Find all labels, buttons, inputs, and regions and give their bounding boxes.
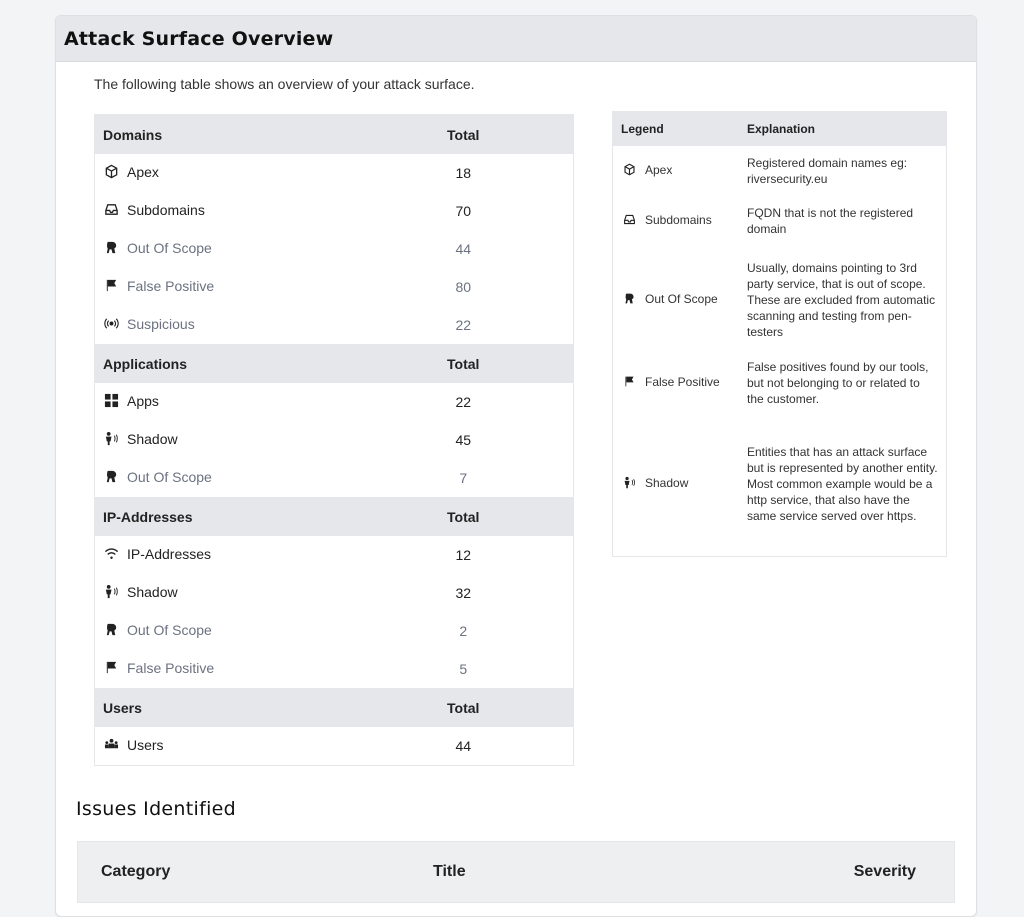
row-label-cell [95,383,354,421]
table-row[interactable] [95,268,574,306]
row-label-cell [95,536,354,574]
section-total-header: Total [354,497,574,536]
legend-label-text: Out Of Scope [645,291,718,306]
legend-label [621,475,688,491]
row-total-value: 45 [455,432,472,448]
intro-text: The following table shows an overview of your attack surface. [94,76,475,92]
row-total-value: 44 [455,241,472,257]
row-total-value: 22 [455,317,472,333]
legend-col-explanation: Explanation [739,112,947,147]
legend-explanation: False positives found by our tools, but not belonging to or related to the customer. [747,360,929,406]
legend-label-text: Subdomains [645,212,712,227]
legend-label-cell [613,246,740,354]
table-row[interactable] [95,383,574,421]
section-header-row [95,688,574,727]
shadow-icon [621,475,637,491]
broadcast-icon [103,316,119,332]
row-label [103,584,178,600]
section-header-row [95,115,574,155]
shadow-icon [103,431,119,447]
section-header: IP-Addresses [95,497,354,536]
table-row[interactable] [95,727,574,766]
legend-explanation: FQDN that is not the registered domain [747,206,914,236]
section-header: Applications [95,344,354,383]
row-label-cell [95,154,354,192]
section-header: Users [95,688,354,727]
legend-col-legend: Legend [613,112,740,147]
table-row[interactable] [95,574,574,612]
table-row[interactable] [95,536,574,574]
section-total-header: Total [354,115,574,155]
row-label-text: Out Of Scope [127,621,212,638]
section-total-header: Total [354,688,574,727]
row-label [103,660,214,676]
legend-label-text: Shadow [645,475,689,490]
section-total-header: Total [354,344,574,383]
legend-label [621,291,718,307]
row-label [103,202,205,218]
row-total-value: 12 [455,547,472,563]
legend-label [621,162,672,178]
table-row[interactable] [95,192,574,230]
row-label-text: Out Of Scope [127,468,212,485]
flag-icon [103,660,119,676]
issues-title: Issues Identified [76,798,237,820]
wifi-icon [103,546,119,562]
legend-row [613,354,947,412]
row-total-value: 32 [455,585,472,601]
row-label [103,316,195,332]
cube-icon [621,162,637,178]
row-label-text: Apex [127,163,159,180]
row-label-text: False Positive [127,659,215,676]
row-label-cell [95,574,354,612]
row-label [103,240,212,256]
row-label-cell [95,306,354,344]
legend-row [613,246,947,354]
row-label-text: Shadow [127,583,178,600]
table-row[interactable] [95,154,574,192]
row-label-cell [95,268,354,306]
section-header: Domains [95,115,354,155]
row-label-cell [95,192,354,230]
row-label-text: Suspicious [127,315,195,332]
row-label-text: Subdomains [127,201,205,218]
row-label-cell [95,459,354,497]
row-total-value: 7 [459,470,468,486]
row-label-text: Out Of Scope [127,239,212,256]
legend-explanation: Entities that has an attack surface but is represented by another entity. Most common example would be a http service, that also have the same service served over https. [747,444,938,523]
row-total-value: 5 [459,661,468,677]
issues-col-category[interactable]: Category [78,842,433,903]
legend-row [613,146,947,196]
row-label [103,546,211,562]
legend-explanation: Registered domain names eg: riversecurity.eu [747,156,908,186]
legend-row [613,196,947,246]
section-header-row [95,344,574,383]
row-label [103,622,212,638]
flag-icon [621,374,637,390]
row-label-cell [95,612,354,650]
flag-icon [103,278,119,294]
row-label-text: IP-Addresses [127,545,212,562]
table-row[interactable] [95,230,574,268]
users-icon [103,737,119,753]
row-total-value: 18 [455,165,472,181]
legend-row [613,412,947,556]
legend-label [621,212,712,228]
issues-col-title[interactable]: Title [432,842,774,903]
row-label [103,393,159,409]
card-title: Attack Surface Overview [64,27,334,50]
legend-label-text: Apex [645,162,673,177]
legend-label-cell [613,196,740,246]
row-label-text: False Positive [127,277,215,294]
table-row[interactable] [95,612,574,650]
table-row[interactable] [95,650,574,688]
grid-icon [103,393,119,409]
row-label-text: Shadow [127,430,178,447]
legend-explanation: Usually, domains pointing to 3rd party service, that is out of scope. These are excluded from automatic scanning and testing from pen-testers [747,261,936,339]
hand-icon [103,240,119,256]
cube-icon [103,164,119,180]
row-total-value: 22 [455,394,472,410]
issues-col-severity[interactable]: Severity [774,842,955,903]
row-label-cell [95,650,354,688]
inbox-icon [103,202,119,218]
overview-table [94,114,574,766]
legend-label-cell [613,412,740,556]
table-row[interactable] [95,306,574,344]
table-row[interactable] [95,421,574,459]
hand-icon [621,291,637,307]
row-total-value: 70 [455,203,472,219]
legend-label-cell [613,354,740,412]
legend-table [612,111,947,557]
section-header-row [95,497,574,536]
row-total-value: 80 [455,279,472,295]
row-label [103,431,178,447]
row-label-cell [95,727,354,766]
shadow-icon [103,584,119,600]
legend-label-cell [613,146,740,196]
row-label-text: Apps [127,392,159,409]
legend-label [621,374,720,390]
issues-table [77,841,955,903]
inbox-icon [621,212,637,228]
row-label [103,278,214,294]
attack-surface-card [55,15,977,917]
row-label [103,737,164,753]
card-header [56,16,976,62]
hand-icon [103,469,119,485]
row-label-cell [95,421,354,459]
table-row[interactable] [95,459,574,497]
legend-label-text: False Positive [645,374,720,389]
row-label-cell [95,230,354,268]
row-label [103,164,159,180]
hand-icon [103,622,119,638]
row-label [103,469,212,485]
row-total-value: 2 [459,623,468,639]
row-total-value: 44 [455,738,472,754]
row-label-text: Users [127,736,164,753]
